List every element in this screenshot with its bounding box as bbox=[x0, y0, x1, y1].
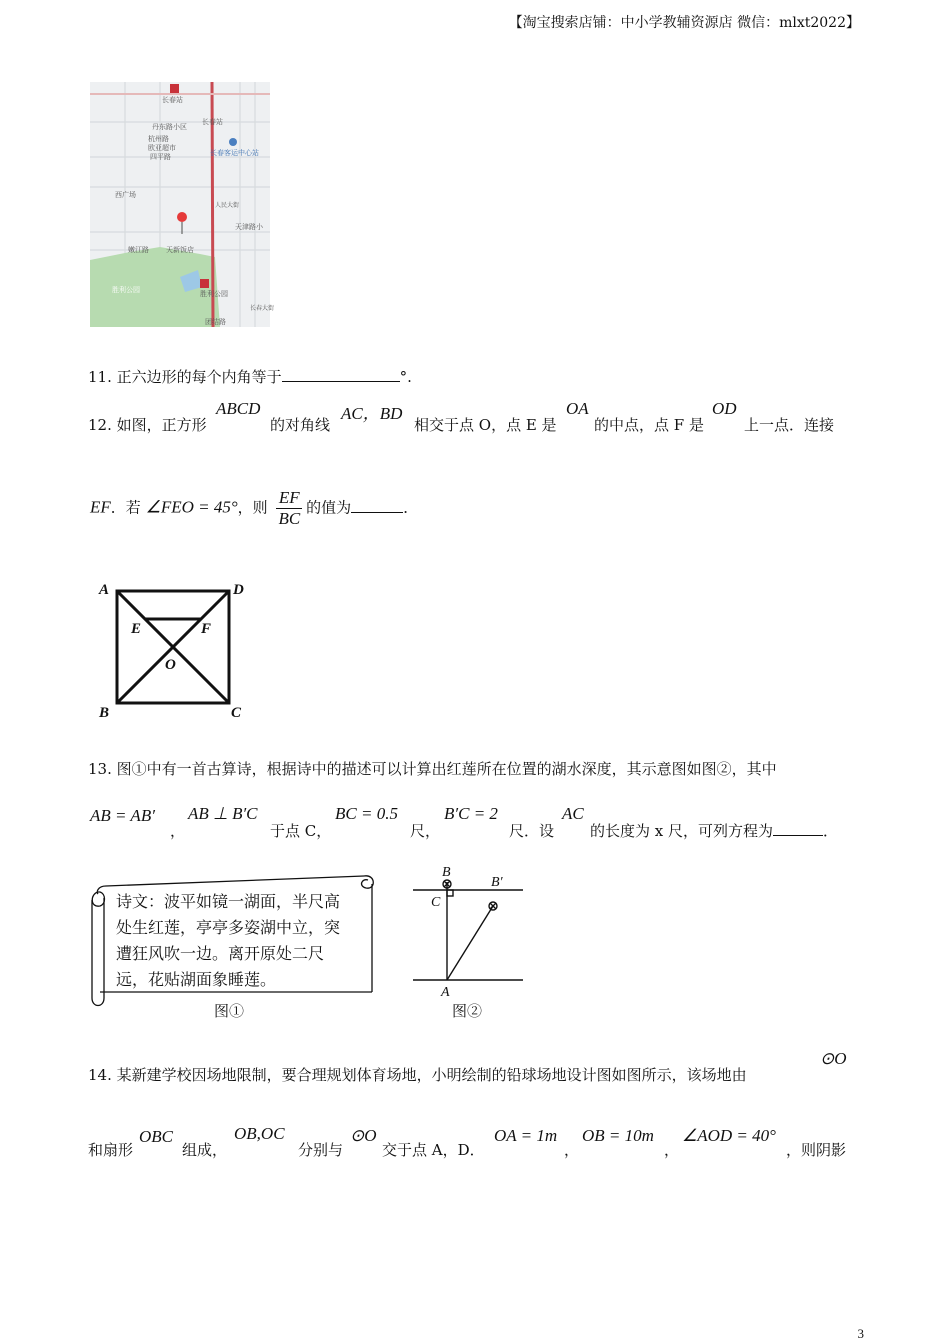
question-13-line1: 13. 图①中有一首古算诗，根据诗中的描述可以计算出红莲所在位置的湖水深度，其示意图如图②，其中 bbox=[88, 760, 777, 778]
label-o: O bbox=[165, 657, 176, 673]
math-ob-oc: OB,OC bbox=[234, 1124, 285, 1143]
math-angle-aod: ∠AOD = 40° bbox=[682, 1126, 776, 1145]
lotus-diagram bbox=[405, 862, 530, 1002]
map-label: 杭州路 bbox=[148, 135, 169, 143]
figure-1-caption: 图① bbox=[214, 1002, 245, 1020]
square-figure bbox=[95, 578, 255, 723]
map-label: 天津路小 bbox=[235, 223, 263, 231]
answer-blank bbox=[351, 498, 403, 513]
question-12-line1: 12. 如图，正方形 bbox=[88, 416, 207, 434]
figure-2-caption: 图② bbox=[452, 1002, 483, 1020]
label-c: C bbox=[431, 895, 441, 910]
page-header: 【淘宝搜索店铺：中小学教辅资源店 微信：mlxt2022】 bbox=[508, 15, 860, 31]
map-label: 人民大街 bbox=[215, 202, 240, 209]
label-a: A bbox=[441, 985, 450, 1000]
map-image bbox=[90, 82, 275, 327]
label-b: B bbox=[442, 865, 451, 880]
math-circle-o: ⊙O bbox=[350, 1126, 377, 1145]
math-bc: BC = 0.5 bbox=[335, 804, 398, 823]
q14-text: 分别与 bbox=[298, 1141, 344, 1159]
q14-text: ， bbox=[564, 1141, 580, 1159]
label-b: B bbox=[99, 705, 110, 721]
map-label: 嫩江路 bbox=[128, 246, 149, 254]
map-label: 胜利公园 bbox=[200, 290, 228, 298]
math-ac-bd: AC，BD bbox=[341, 404, 403, 423]
map-label: 胜利公园 bbox=[112, 286, 140, 294]
math-ab-eq: AB = AB′ bbox=[90, 806, 155, 825]
q13-text: ， bbox=[170, 822, 186, 840]
q14-text: ，则阴影 bbox=[786, 1141, 847, 1159]
math-ob-value: OB = 10m bbox=[582, 1126, 654, 1145]
fraction-ef-bc: $\frac{EF}{BC}$ bbox=[278, 488, 301, 528]
math-oa: OA bbox=[566, 399, 589, 418]
map-label: 天新饭店 bbox=[166, 246, 194, 254]
label-b-prime: B′ bbox=[491, 875, 503, 890]
question-14-line1: 14. 某新建学校因场地限制，要合理规划体育场地，小明绘制的铅球场地设计图如图所示，该场地由 bbox=[88, 1066, 747, 1084]
map-label: 西广场 bbox=[115, 191, 136, 199]
q12-text: 相交于点 O，点 E 是 bbox=[414, 416, 557, 434]
map-label: 四平路 bbox=[150, 153, 171, 161]
math-abcd: ABCD bbox=[216, 399, 261, 418]
q12-text: 的中点，点 F 是 bbox=[594, 416, 704, 434]
map-label: 长春大街 bbox=[250, 305, 275, 312]
q12-text: 上一点．连接 bbox=[744, 416, 835, 434]
label-f: F bbox=[201, 621, 212, 637]
math-obc: OBC bbox=[139, 1127, 173, 1146]
q13-text: 尺．设 bbox=[509, 822, 555, 840]
math-od: OD bbox=[712, 399, 737, 418]
map-label: 欧亚超市 bbox=[148, 144, 176, 152]
answer-blank bbox=[282, 367, 400, 382]
q14-text: 和扇形 bbox=[88, 1141, 134, 1159]
q12-text: 的对角线 bbox=[270, 416, 331, 434]
answer-blank bbox=[773, 821, 823, 836]
label-c: C bbox=[231, 705, 242, 721]
q13-text-end: 的长度为 x 尺，可列方程为 ． bbox=[590, 822, 839, 840]
map-label: 长春站 bbox=[162, 96, 183, 104]
map-label: 长春站 bbox=[202, 118, 223, 126]
math-circle-o: ⊙O bbox=[820, 1049, 847, 1068]
math-oa-value: OA = 1m bbox=[494, 1126, 558, 1145]
q13-text: 于点 C， bbox=[270, 822, 332, 840]
label-e: E bbox=[131, 621, 142, 637]
math-ac: AC bbox=[562, 804, 584, 823]
map-label: 丹东路小区 bbox=[152, 123, 187, 131]
q14-text: ， bbox=[664, 1141, 680, 1159]
math-ab-perp: AB ⊥ B′C bbox=[188, 804, 258, 823]
q14-text: 交于点 A，D． bbox=[382, 1141, 485, 1159]
question-12-line2: EF．若 ∠FEO = 45°，则 $\frac{EF}{BC}$ 的值为 ． bbox=[90, 488, 419, 528]
math-bpc: B′C = 2 bbox=[444, 804, 498, 823]
q14-text: 组成， bbox=[182, 1141, 228, 1159]
label-d: D bbox=[233, 582, 244, 598]
q13-text: 尺， bbox=[410, 822, 441, 840]
map-label: 团结路 bbox=[205, 318, 226, 326]
page-number: 3 bbox=[857, 1326, 864, 1341]
poem-text: 诗文：波平如镜一湖面，半尺高 处生红莲，亭亭多姿湖中立，突 遭狂风吹一边。离开原处二尺 远，花贴湖面象睡莲。 bbox=[116, 892, 341, 989]
question-11: 11. 正六边形的每个内角等于 °. bbox=[88, 368, 412, 386]
map-label: 长春客运中心站 bbox=[210, 149, 259, 157]
label-a: A bbox=[99, 582, 110, 598]
